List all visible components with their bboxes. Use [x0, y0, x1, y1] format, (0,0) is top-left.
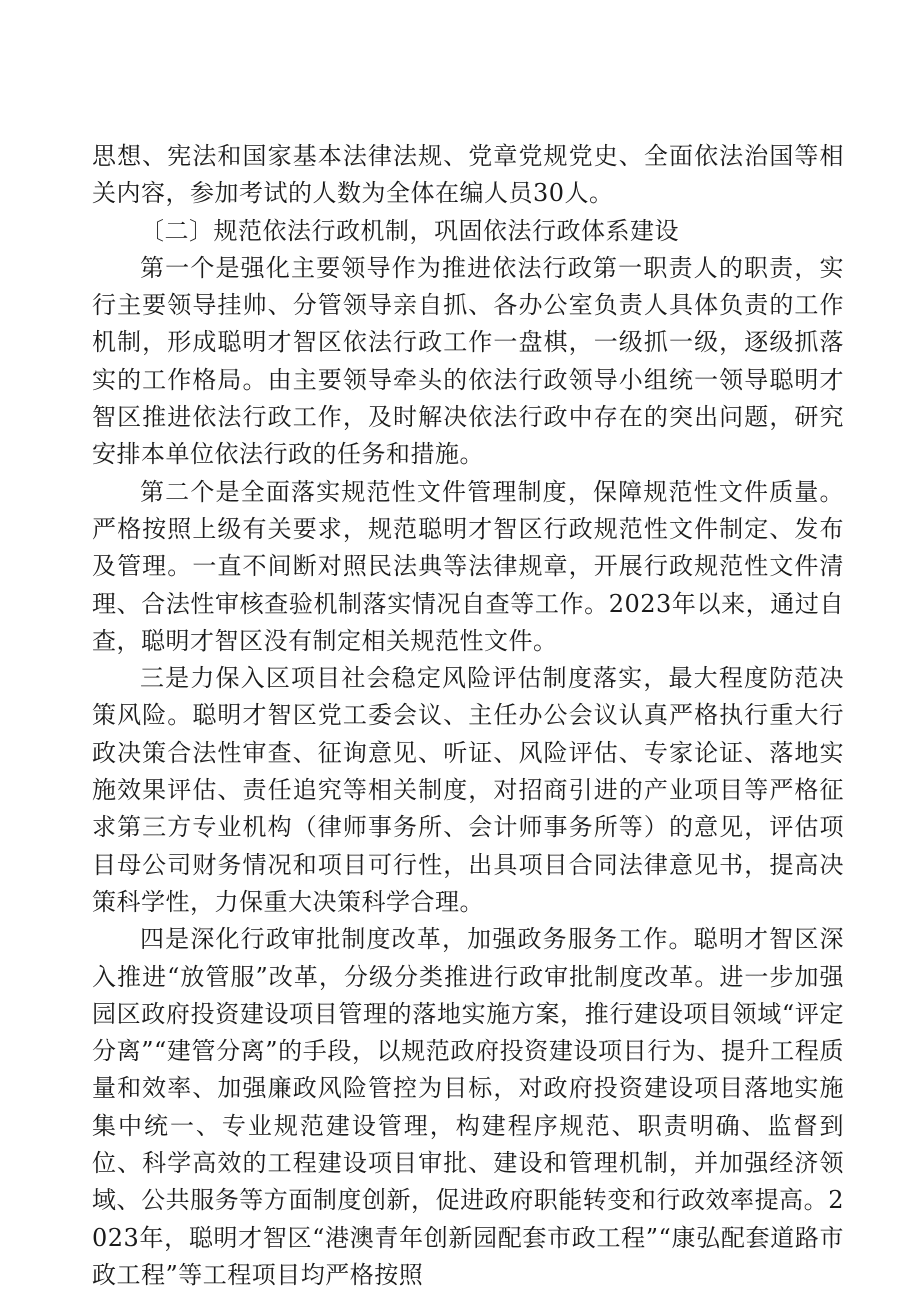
- section-heading: 〔二〕规范依法行政机制，巩固依法行政体系建设: [140, 216, 679, 245]
- document-body: [92, 138, 844, 1294]
- paragraph-second-point: 第二个是全面落实规范性文件管理制度，保障规范性文件质量。严格按照上级有关要求，规范聪明才智区行政规范性文件制定、发布及管理。一直不间断对照民法典等法律规章，开展行政规范性文件清理、合法性审核查验机制落实情况自查等工作。2023年以来，通过自查，聪明才智区没有制定相关规范性文件。: [92, 477, 844, 655]
- paragraph-first-point: 第一个是强化主要领导作为推进依法行政第一职责人的职责，实行主要领导挂帅、分管领导亲自抓、各办公室负责人具体负责的工作机制，形成聪明才智区依法行政工作一盘棋，一级抓一级，逐级抓落实的工作格局。由主要领导牵头的依法行政领导小组统一领导聪明才智区推进依法行政工作，及时解决依法行政中存在的突出问题，研究安排本单位依法行政的任务和措施。: [92, 253, 844, 469]
- paragraph-third-point: 三是力保入区项目社会稳定风险评估制度落实，最大程度防范决策风险。聪明才智区党工委会议、主任办公会议认真严格执行重大行政决策合法性审查、征询意见、听证、风险评估、专家论证、落地实施效果评估、责任追究等相关制度，对招商引进的产业项目等严格征求第三方专业机构（律师事务所、会计师事务所等）的意见，评估项目母公司财务情况和项目可行性，出具项目合同法律意见书，提高决策科学性，力保重大决策科学合理。: [92, 664, 844, 916]
- paragraph-continuation: 思想、宪法和国家基本法律法规、党章党规党史、全面依法治国等相关内容，参加考试的人数为全体在编人员30人。: [92, 142, 844, 208]
- paragraph-fourth-point: 四是深化行政审批制度改革，加强政务服务工作。聪明才智区深入推进“放管服”改革，分级分类推进行政审批制度改革。进一步加强园区政府投资建设项目管理的落地实施方案，推行建设项目领域“评定分离”“建管分离”的手段，以规范政府投资建设项目行为、提升工程质量和效率、加强廉政风险管控为目标，对政府投资建设项目落地实施集中统一、专业规范建设管理，构建程序规范、职责明确、监督到位、科学高效的工程建设项目审批、建设和管理机制，并加强经济领域、公共服务等方面制度创新，促进政府职能转变和行政效率提高。2023年，聪明才智区“港澳青年创新园配套市政工程”“康弘配套道路市政工程”等工程项目均严格按照: [92, 925, 844, 1289]
